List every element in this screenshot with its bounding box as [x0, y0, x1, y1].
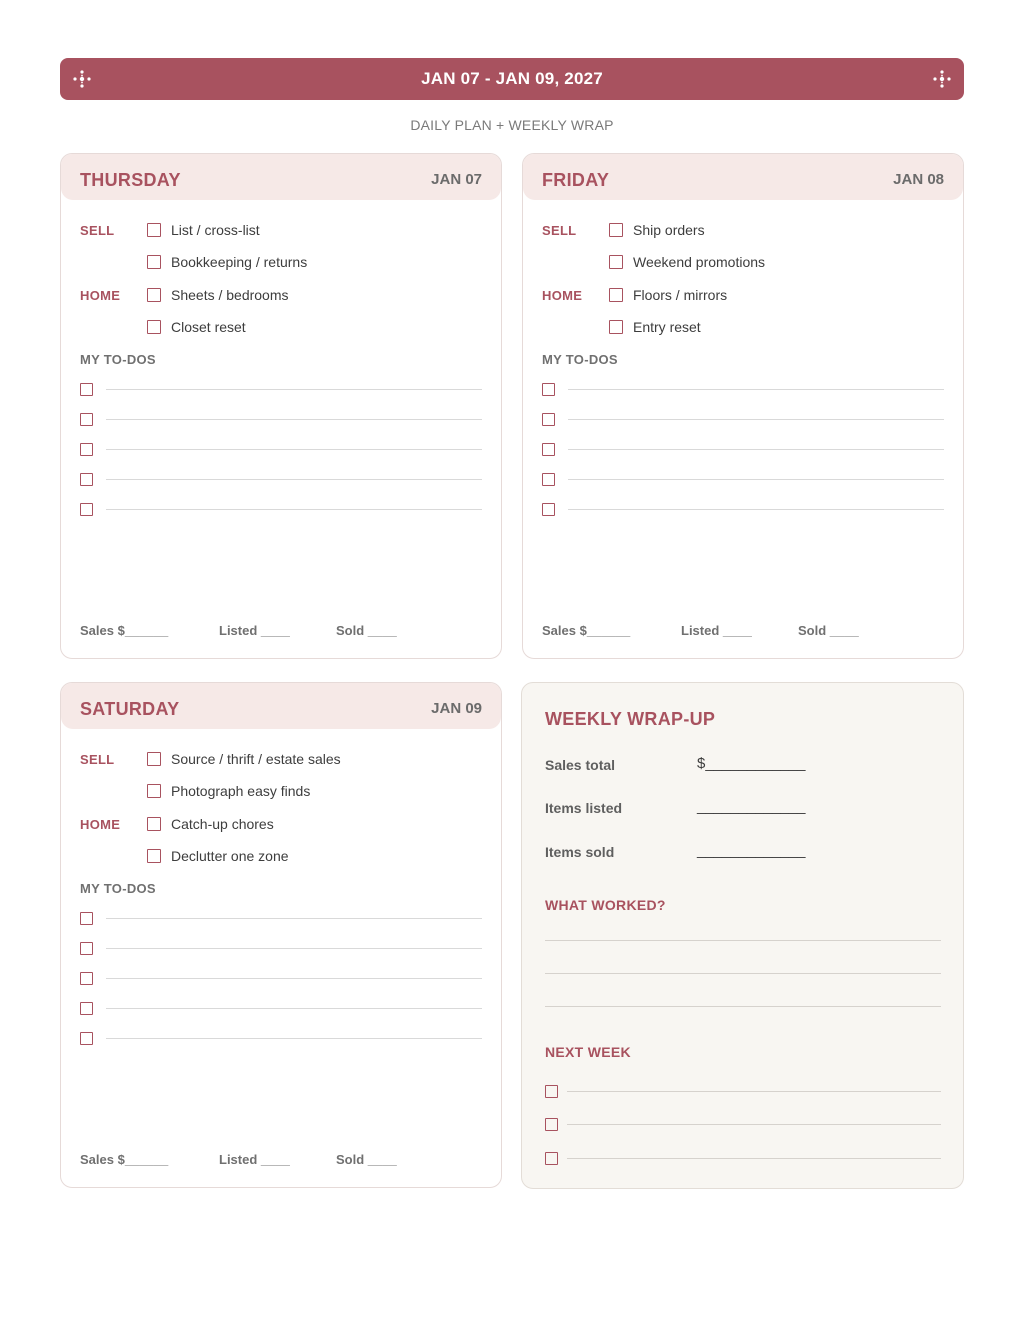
write-line: [106, 389, 482, 390]
checkbox[interactable]: [609, 288, 623, 302]
write-line: [106, 419, 482, 420]
checkbox[interactable]: [609, 223, 623, 237]
checkbox[interactable]: [147, 849, 161, 863]
checkbox[interactable]: [80, 473, 93, 486]
checkbox[interactable]: [80, 503, 93, 516]
write-line: [106, 449, 482, 450]
todo-row[interactable]: [542, 383, 944, 397]
write-line: [567, 1124, 941, 1125]
write-line: [106, 1038, 482, 1039]
task-label: Catch-up chores: [171, 816, 274, 832]
checkbox[interactable]: [542, 413, 555, 426]
task-item[interactable]: [147, 847, 289, 865]
checkbox[interactable]: [545, 1118, 558, 1131]
task-label: Floors / mirrors: [633, 287, 728, 303]
day-date: JAN 09: [431, 700, 482, 717]
write-line: [106, 479, 482, 480]
day-date: JAN 07: [431, 171, 482, 188]
todo-row[interactable]: [80, 443, 482, 457]
listed-field[interactable]: Listed ____: [219, 623, 290, 638]
write-line: [568, 419, 944, 420]
sales-field[interactable]: Sales $______: [80, 1152, 169, 1167]
task-item[interactable]: [609, 221, 705, 239]
todo-row[interactable]: [542, 503, 944, 517]
sales-total-label: Sales total: [545, 757, 616, 773]
todos-label: MY TO-DOS: [80, 881, 156, 896]
sold-field[interactable]: Sold ____: [336, 1152, 397, 1167]
todos-label: MY TO-DOS: [542, 352, 618, 367]
task-item[interactable]: [609, 253, 765, 271]
what-worked-heading: WHAT WORKED?: [545, 897, 666, 913]
next-week-row[interactable]: [545, 1152, 941, 1166]
checkbox[interactable]: [80, 413, 93, 426]
task-item[interactable]: [147, 286, 289, 304]
wrap-title: WEEKLY WRAP-UP: [545, 709, 716, 729]
task-item[interactable]: [609, 318, 701, 336]
next-week-row[interactable]: [545, 1118, 941, 1132]
write-line[interactable]: [545, 1006, 941, 1007]
checkbox[interactable]: [147, 752, 161, 766]
weekly-wrap-up-card: [521, 682, 964, 1189]
sell-label: SELL: [542, 223, 577, 238]
sold-field[interactable]: Sold ____: [798, 623, 859, 638]
todo-row[interactable]: [542, 443, 944, 457]
checkbox[interactable]: [80, 942, 93, 955]
checkbox[interactable]: [545, 1152, 558, 1165]
todo-row[interactable]: [80, 972, 482, 986]
day-date: JAN 08: [893, 171, 944, 188]
sparkle-ornament-icon: [932, 69, 952, 89]
write-line: [567, 1091, 941, 1092]
task-label: Closet reset: [171, 319, 246, 335]
sales-total-field[interactable]: $____________: [697, 755, 806, 772]
todo-row[interactable]: [80, 473, 482, 487]
day-name: SATURDAY: [80, 699, 180, 719]
next-week-row[interactable]: [545, 1085, 941, 1099]
checkbox[interactable]: [542, 503, 555, 516]
task-label: Sheets / bedrooms: [171, 287, 289, 303]
todo-row[interactable]: [80, 383, 482, 397]
day-name: THURSDAY: [80, 170, 181, 190]
home-label: HOME: [80, 288, 121, 303]
task-item[interactable]: [147, 782, 310, 800]
todo-row[interactable]: [542, 473, 944, 487]
sales-field[interactable]: Sales $______: [80, 623, 169, 638]
listed-field[interactable]: Listed ____: [681, 623, 752, 638]
write-line: [568, 479, 944, 480]
sold-field[interactable]: Sold ____: [336, 623, 397, 638]
page-title: JAN 07 - JAN 09, 2027: [421, 69, 603, 88]
checkbox[interactable]: [609, 320, 623, 334]
items-sold-field[interactable]: _____________: [697, 842, 806, 859]
write-line[interactable]: [545, 973, 941, 974]
write-line: [106, 1008, 482, 1009]
write-line: [106, 918, 482, 919]
date-range-banner: [60, 58, 964, 100]
checkbox[interactable]: [545, 1085, 558, 1098]
sparkle-ornament-icon: [72, 69, 92, 89]
page-subtitle: DAILY PLAN + WEEKLY WRAP: [410, 117, 614, 133]
task-label: Photograph easy finds: [171, 783, 311, 799]
day-card-header: [61, 683, 501, 729]
checkbox[interactable]: [147, 784, 161, 798]
todo-row[interactable]: [542, 413, 944, 427]
checkbox[interactable]: [542, 473, 555, 486]
task-label: Declutter one zone: [171, 848, 289, 864]
next-week-heading: NEXT WEEK: [545, 1044, 631, 1060]
checkbox[interactable]: [147, 223, 161, 237]
items-sold-label: Items sold: [545, 844, 615, 860]
task-item[interactable]: [147, 750, 341, 768]
task-label: Source / thrift / estate sales: [171, 751, 341, 767]
items-listed-field[interactable]: _____________: [697, 798, 806, 815]
write-line: [106, 509, 482, 510]
day-card-friday: [522, 153, 964, 659]
task-label: Ship orders: [633, 222, 705, 238]
write-line: [567, 1158, 941, 1159]
write-line: [106, 978, 482, 979]
items-listed-label: Items listed: [545, 800, 623, 816]
todo-row[interactable]: [80, 1032, 482, 1046]
checkbox[interactable]: [80, 972, 93, 985]
checkbox[interactable]: [609, 255, 623, 269]
write-line: [568, 509, 944, 510]
task-label: Weekend promotions: [633, 254, 766, 270]
day-card-header: [61, 154, 501, 200]
home-label: HOME: [542, 288, 583, 303]
checkbox[interactable]: [147, 320, 161, 334]
write-line: [106, 948, 482, 949]
day-card-thursday: [60, 153, 502, 659]
todo-row[interactable]: [80, 503, 482, 517]
checkbox[interactable]: [80, 1032, 93, 1045]
task-item[interactable]: [147, 815, 274, 833]
sales-field[interactable]: Sales $______: [542, 623, 631, 638]
checkbox[interactable]: [542, 383, 555, 396]
task-label: List / cross-list: [171, 222, 260, 238]
day-card-saturday: [60, 682, 502, 1188]
task-item[interactable]: [147, 221, 260, 239]
checkbox[interactable]: [147, 288, 161, 302]
checkbox[interactable]: [80, 383, 93, 396]
task-label: Entry reset: [633, 319, 701, 335]
todo-row[interactable]: [80, 912, 482, 926]
sell-label: SELL: [80, 223, 115, 238]
checkbox[interactable]: [147, 817, 161, 831]
checkbox[interactable]: [80, 1002, 93, 1015]
task-label: Bookkeeping / returns: [171, 254, 308, 270]
checkbox[interactable]: [147, 255, 161, 269]
todo-row[interactable]: [80, 942, 482, 956]
write-line[interactable]: [545, 940, 941, 941]
todos-label: MY TO-DOS: [80, 352, 156, 367]
checkbox[interactable]: [80, 443, 93, 456]
todo-row[interactable]: [80, 1002, 482, 1016]
home-label: HOME: [80, 817, 121, 832]
write-line: [568, 449, 944, 450]
task-item[interactable]: [609, 286, 727, 304]
task-item[interactable]: [147, 253, 307, 271]
sell-label: SELL: [80, 752, 115, 767]
listed-field[interactable]: Listed ____: [219, 1152, 290, 1167]
checkbox[interactable]: [80, 912, 93, 925]
checkbox[interactable]: [542, 443, 555, 456]
task-item[interactable]: [147, 318, 246, 336]
write-line: [568, 389, 944, 390]
day-name: FRIDAY: [542, 170, 610, 190]
day-card-header: [523, 154, 963, 200]
todo-row[interactable]: [80, 413, 482, 427]
